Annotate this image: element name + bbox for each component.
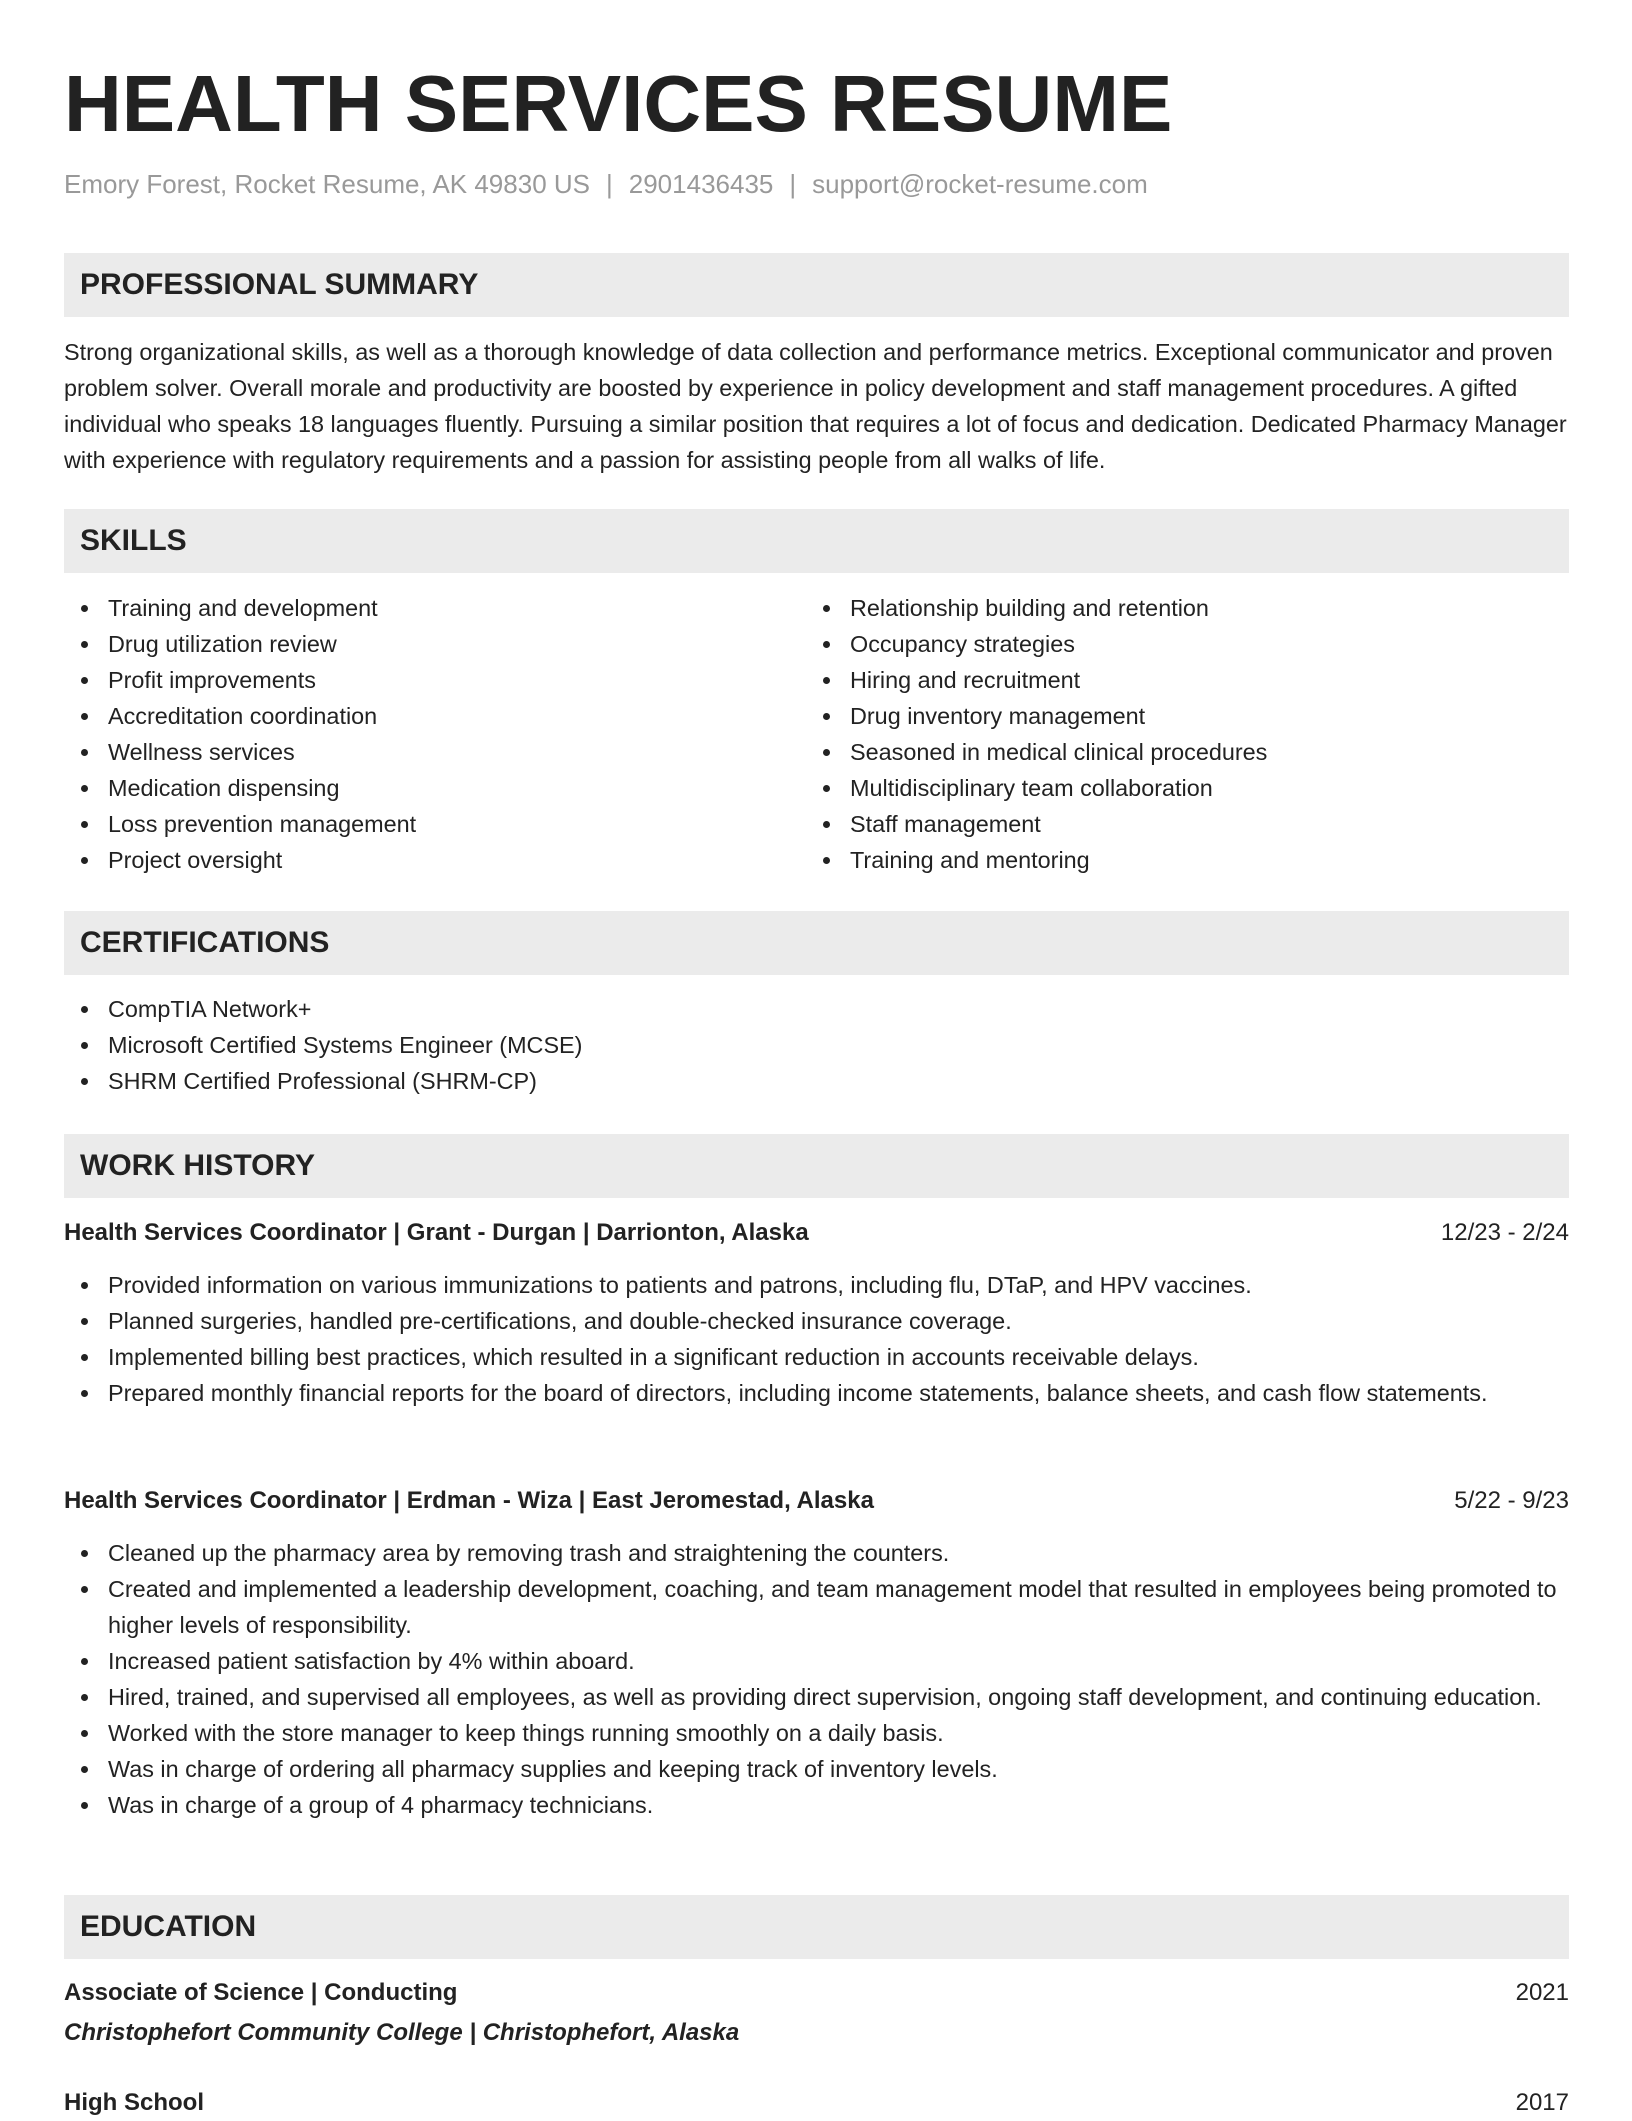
education-degree: High School	[64, 2089, 204, 2116]
skill-item: Drug utilization review	[64, 626, 804, 662]
job-title: Health Services Coordinator | Grant - Durgan | Darrionton, Alaska	[64, 1219, 809, 1246]
education-year: 2017	[1515, 2089, 1569, 2116]
education-degree: Associate of Science | Conducting	[64, 1979, 458, 2006]
certification-item: Microsoft Certified Systems Engineer (MCSE)	[64, 1027, 1569, 1063]
section-title-work-history: WORK HISTORY	[80, 1149, 316, 1182]
skill-item: Project oversight	[64, 842, 804, 878]
skill-item: Hiring and recruitment	[806, 662, 1546, 698]
skill-item: Drug inventory management	[806, 698, 1546, 734]
certification-item: CompTIA Network+	[64, 991, 1569, 1027]
certification-item: SHRM Certified Professional (SHRM-CP)	[64, 1063, 1569, 1099]
skill-item: Multidisciplinary team collaboration	[806, 770, 1546, 806]
contact-address: Emory Forest, Rocket Resume, AK 49830 US	[64, 169, 590, 199]
job-bullet: Worked with the store manager to keep things running smoothly on a daily basis.	[64, 1715, 1569, 1751]
certifications-list	[64, 991, 1569, 1099]
job-bullet: Implemented billing best practices, which resulted in a significant reduction in accounts receivable delays.	[64, 1339, 1569, 1375]
skill-item: Medication dispensing	[64, 770, 804, 806]
contact-phone: 2901436435	[628, 169, 774, 199]
job-bullet: Was in charge of a group of 4 pharmacy technicians.	[64, 1787, 1569, 1823]
summary-text: Strong organizational skills, as well as a thorough knowledge of data collection and performance metrics. Exceptional communicator and proven problem solver. Overall morale and productivity are boosted by experience in policy development and staff management procedures. A gifted individual who speaks 18 languages fluently. Pursuing a similar position that requires a lot of focus and dedication. Dedicated Pharmacy Manager with experience with regulatory requirements and a passion for assisting people from all walks of life.	[64, 339, 1567, 473]
resume-title: HEALTH SERVICES RESUME	[64, 59, 1173, 148]
job-title: Health Services Coordinator | Erdman - Wiza | East Jeromestad, Alaska	[64, 1487, 874, 1514]
job-bullets	[64, 1535, 1569, 1823]
skill-item: Relationship building and retention	[806, 590, 1546, 626]
job-bullets	[64, 1267, 1569, 1411]
skill-item: Training and development	[64, 590, 804, 626]
section-title-education: EDUCATION	[80, 1910, 257, 1943]
job-bullet: Hired, trained, and supervised all employees, as well as providing direct supervision, ongoing staff development, and continuing education.	[64, 1679, 1569, 1715]
contact-line	[64, 166, 1148, 202]
skill-item: Loss prevention management	[64, 806, 804, 842]
skill-item: Wellness services	[64, 734, 804, 770]
section-header-skills	[64, 509, 1569, 573]
job-dates: 5/22 - 9/23	[1454, 1487, 1569, 1514]
section-title-summary: PROFESSIONAL SUMMARY	[80, 268, 479, 301]
section-title-certifications: CERTIFICATIONS	[80, 926, 330, 959]
skill-item: Profit improvements	[64, 662, 804, 698]
job-bullet: Was in charge of ordering all pharmacy supplies and keeping track of inventory levels.	[64, 1751, 1569, 1787]
skill-item: Staff management	[806, 806, 1546, 842]
job-bullet: Planned surgeries, handled pre-certifications, and double-checked insurance coverage.	[64, 1303, 1569, 1339]
section-header-work-history	[64, 1134, 1569, 1198]
skill-item: Training and mentoring	[806, 842, 1546, 878]
section-header-certifications	[64, 911, 1569, 975]
education-school: Christophefort Community College | Christophefort, Alaska	[64, 2019, 740, 2046]
skill-item: Seasoned in medical clinical procedures	[806, 734, 1546, 770]
section-header-education	[64, 1895, 1569, 1959]
skill-item: Accreditation coordination	[64, 698, 804, 734]
contact-email[interactable]: support@rocket-resume.com	[812, 169, 1148, 199]
job-bullet: Provided information on various immunizations to patients and patrons, including flu, DTaP, and HPV vaccines.	[64, 1267, 1569, 1303]
contact-separator: |	[606, 169, 613, 199]
contact-separator: |	[789, 169, 797, 199]
section-title-skills: SKILLS	[80, 524, 187, 557]
job-bullet: Increased patient satisfaction by 4% within aboard.	[64, 1643, 1569, 1679]
skills-column-left	[64, 590, 804, 878]
job-bullet: Cleaned up the pharmacy area by removing trash and straightening the counters.	[64, 1535, 1569, 1571]
job-bullet: Created and implemented a leadership development, coaching, and team management model that resulted in employees being promoted to higher levels of responsibility.	[64, 1571, 1569, 1643]
skill-item: Occupancy strategies	[806, 626, 1546, 662]
job-dates: 12/23 - 2/24	[1440, 1219, 1569, 1246]
job-bullet: Prepared monthly financial reports for the board of directors, including income statements, balance sheets, and cash flow statements.	[64, 1375, 1569, 1411]
skills-column-right	[806, 590, 1546, 878]
section-header-summary	[64, 253, 1569, 317]
education-year: 2021	[1515, 1979, 1569, 2006]
